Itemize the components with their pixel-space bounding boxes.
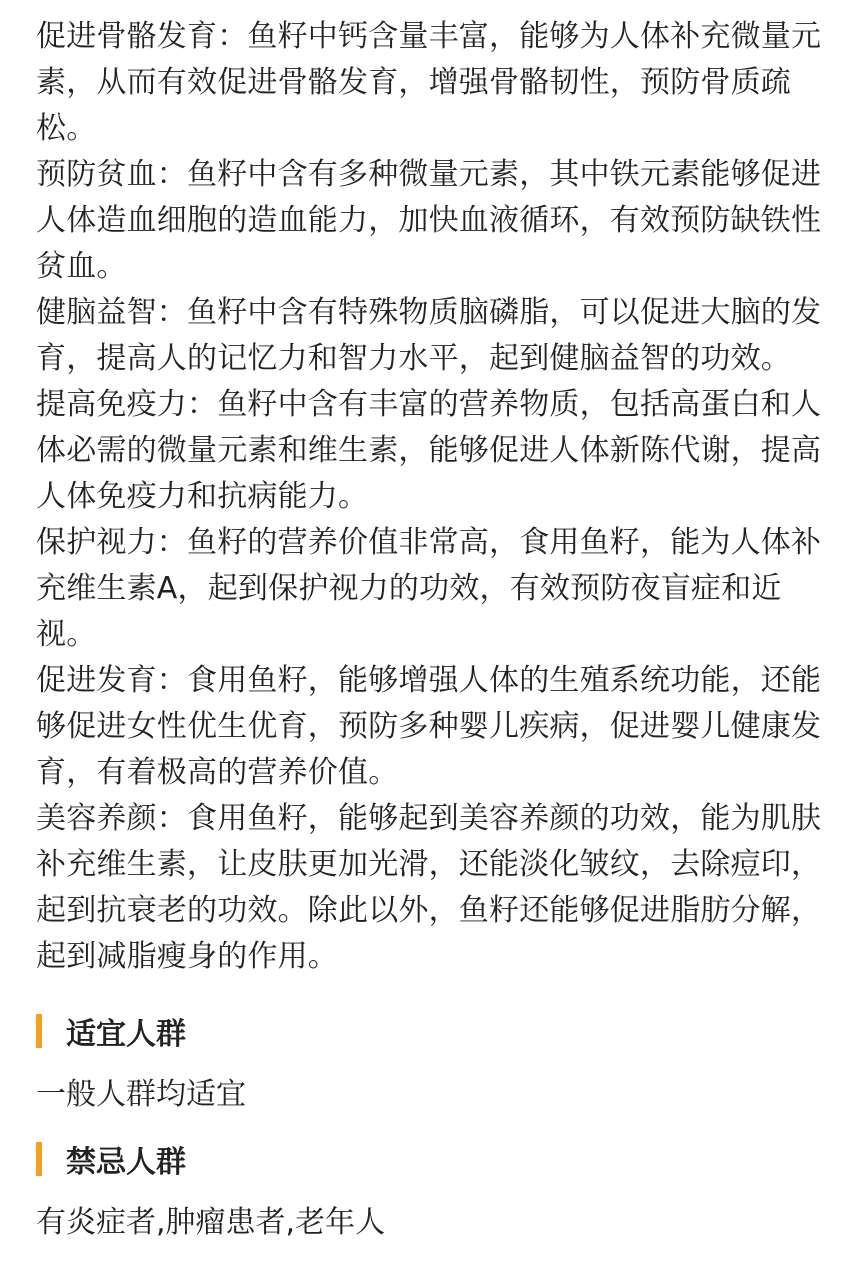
benefit-paragraph: 美容养颜：食用鱼籽，能够起到美容养颜的功效，能为肌肤补充维生素，让皮肤更加光滑，还能淡化皱纹，去除痘印，起到抗衰老的功效。除此以外，鱼籽还能够促进脂肪分解，起到减脂瘦身的作用。	[36, 801, 822, 974]
benefit-paragraph: 促进骨骼发育：鱼籽中钙含量丰富，能够为人体补充微量元素，从而有效促进骨骼发育，增强骨骼韧性，预防骨质疏松。	[36, 19, 822, 146]
heading-accent-bar	[36, 1142, 42, 1176]
benefit-paragraph: 保护视力：鱼籽的营养价值非常高，食用鱼籽，能为人体补充维生素A，起到保护视力的功效，有效预防夜盲症和近视。	[36, 525, 822, 652]
suitable-text: 一般人群均适宜	[36, 1077, 246, 1112]
suitable-section-heading	[36, 1008, 826, 1054]
benefit-paragraph: 预防贫血：鱼籽中含有多种微量元素，其中铁元素能够促进人体造血细胞的造血能力，加快血液循环，有效预防缺铁性贫血。	[36, 157, 822, 284]
suitable-heading-text: 适宜人群	[66, 1017, 186, 1052]
unsuitable-heading-text: 禁忌人群	[66, 1145, 186, 1180]
unsuitable-section-heading	[36, 1136, 826, 1182]
benefit-paragraph: 健脑益智：鱼籽中含有特殊物质脑磷脂，可以促进大脑的发育，提高人的记忆力和智力水平，起到健脑益智的功效。	[36, 295, 822, 376]
unsuitable-text: 有炎症者,肿瘤患者,老年人	[36, 1205, 386, 1240]
benefits-list	[36, 14, 826, 980]
benefit-paragraph: 促进发育：食用鱼籽，能够增强人体的生殖系统功能，还能够促进女性优生优育，预防多种婴儿疾病，促进婴儿健康发育，有着极高的营养价值。	[36, 663, 822, 790]
benefit-paragraph: 提高免疫力：鱼籽中含有丰富的营养物质，包括高蛋白和人体必需的微量元素和维生素，能够促进人体新陈代谢，提高人体免疫力和抗病能力。	[36, 387, 822, 514]
heading-accent-bar	[36, 1014, 42, 1048]
